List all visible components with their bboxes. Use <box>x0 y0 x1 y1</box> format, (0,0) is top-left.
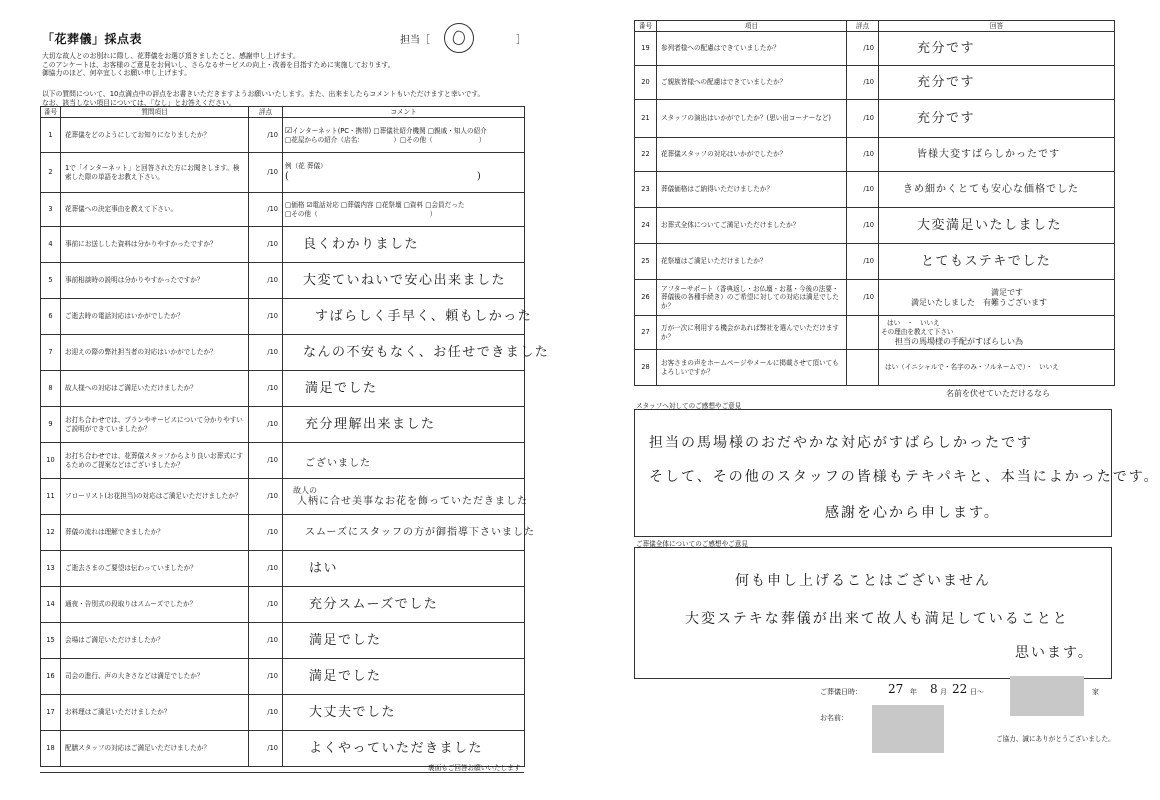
table-row: 9 お打ち合わせでは、プランやサービスについて分かりやすいご説明ができていましたか？ /10 充分理解出来ました <box>41 407 525 443</box>
month-suffix: 月 <box>940 688 947 696</box>
header-answer: 回答 <box>879 21 1115 32</box>
table-row: 1 花葬儀をどのようにしてお知りになりましたか？ /10 ☑インターネット(PC・携帯) □葬儀社紹介機関 □親戚・知人の紹介 □花屋からの紹介（店名： ）□その他（ ） <box>41 118 525 153</box>
answer-cell[interactable]: はい ・ いいえ その理由を教えて下さい 担当の馬場様の手配がすばらしい為 <box>879 316 1115 350</box>
form-title: 「花葬儀」採点表 <box>42 32 143 46</box>
comment-cell[interactable]: よくやっていただきました <box>283 731 525 767</box>
table-row: 3 花葬儀への決定事由を教えて下さい。 /10 □価格 ☑電話対応 □葬儀内容 □花祭壇 □資料 □会員だった □その他（ ） <box>41 193 525 227</box>
table-row: 23 葬儀価格はご納得いただけましたか？ /10 きめ細かくとても安心な価格でした <box>635 172 1115 208</box>
answer-cell[interactable]: 満足です 満足いたしました 有難うございます <box>879 280 1115 316</box>
header-comment: コメント <box>283 107 525 118</box>
table-row: 22 花葬儀スタッフの対応はいかがでしたか？ /10 皆様大変すばらしかったです <box>635 138 1115 172</box>
header-score: 評点 <box>249 107 283 118</box>
staff-stamp-icon <box>444 23 474 53</box>
answer-cell[interactable]: とてもステキでした <box>879 244 1115 280</box>
thanks-message: ご協力、誠にありがとうございました。 <box>996 735 1115 743</box>
comment-cell[interactable]: ☑インターネット(PC・携帯) □葬儀社紹介機関 □親戚・知人の紹介 □花屋からの紹介（店名： ）□その他（ ） <box>283 118 525 153</box>
comment-cell[interactable]: 大丈夫でした <box>283 695 525 731</box>
overall-feedback-label: ご葬儀全体についてのご感想やご意見 <box>636 540 748 548</box>
table-row: 20 ご親族皆様への配慮はできていましたか？ /10 充分です <box>635 66 1115 100</box>
comment-cell[interactable]: なんの不安もなく、お任せできました <box>283 335 525 371</box>
header-num: 番号 <box>635 21 657 32</box>
right-page <box>634 20 1160 755</box>
survey-table-left <box>40 106 550 767</box>
answer-cell[interactable]: 大変満足いたしました <box>879 208 1115 244</box>
answer-cell[interactable] <box>879 350 1115 386</box>
table-row: 12 葬儀の流れは理解できましたか？ /10 スムーズにスタッフの方が御指導下さいました <box>41 515 525 551</box>
date-month: 8 <box>930 682 938 696</box>
comment-cell[interactable]: 満足でした <box>283 623 525 659</box>
comment-cell[interactable]: すばらしく手早く、頼もしかった <box>283 299 525 335</box>
table-row: 18 配膳スタッフの対応はご満足いただけましたか？ /10 よくやっていただきました <box>41 731 525 767</box>
date-year: 27 <box>888 682 904 696</box>
table-row: 21 スタッフの演出はいかがでしたか？(思い出コーナーなど) /10 充分です <box>635 100 1115 138</box>
table-row: 25 花祭壇はご満足いただけましたか？ /10 とてもステキでした <box>635 244 1115 280</box>
table-row: 14 通夜・告別式の段取りはスムーズでしたか？ /10 充分スムーズでした <box>41 587 525 623</box>
comment-cell[interactable]: スムーズにスタッフの方が御指導下さいました <box>283 515 525 551</box>
table-row: 28 お客さまの声をホームページやメールに掲載させて頂いてもよろしいですか？ はい（イニシャルで・名字のみ・フルネームで）・ いいえ <box>635 350 1115 386</box>
redacted-family-name <box>1010 676 1084 716</box>
footer-note: 裏面もご回答お願いいたします <box>428 764 521 772</box>
yes-no-options[interactable]: はい ・ いいえ <box>887 318 940 327</box>
comment-cell[interactable]: 充分スムーズでした <box>283 587 525 623</box>
table-row: 15 会場はご満足いただけましたか？ /10 満足でした <box>41 623 525 659</box>
table-row: 13 ご逝去さまのご要望は伝わっていましたか？ /10 はい <box>41 551 525 587</box>
table-row: 16 司会の進行、声の大きさなどは満足でしたか？ /10 満足でした <box>41 659 525 695</box>
table-row: 6 ご逝去時の電話対応はいかがでしたか？ /10 すばらしく手早く、頼もしかった <box>41 299 525 335</box>
answer-cell[interactable]: 充分です <box>879 100 1115 138</box>
table-row: 17 お料理はご満足いただけましたか？ /10 大丈夫でした <box>41 695 525 731</box>
bottom-rule <box>40 772 524 773</box>
redacted-name <box>872 705 944 753</box>
left-page <box>40 20 550 780</box>
day-suffix: 日〜 <box>970 688 984 696</box>
header-num: 番号 <box>41 107 61 118</box>
answer-cell[interactable]: 充分です <box>879 32 1115 66</box>
date-day: 22 <box>952 682 968 696</box>
publish-condition-note: 名前を伏せていただけるなら <box>946 389 1050 398</box>
table-row: 5 事前相談時の説明は分かりやすかったですか？ /10 大変ていねいで安心出来ました <box>41 263 525 299</box>
table-row: 10 お打ち合わせでは、花葬儀スタッフからより良いお葬式にするためのご提案などはございましたか？ /10 ございました <box>41 443 525 479</box>
instruction-text: 以下の質問について、10点満点中の評点をお書きいただきますようお願いいたします。また、出来ましたらコメントもいただけますと幸いです。 なお、該当しない項目については、「なし」とお答えください。 <box>42 90 485 107</box>
comment-cell[interactable]: 大変ていねいで安心出来ました <box>283 263 525 299</box>
answer-cell[interactable]: 皆様大変すばらしかったです <box>879 138 1115 172</box>
table-row: 26 アフターサポート（香典返し・お仏壇・お墓・今後の法要・葬儀後の各種手続き）のご希望に対しての対応は満足でしたか？ /10 満足です 満足いたしました 有難うございます <box>635 280 1115 316</box>
table-row: 7 お迎えの際の弊社担当者の対応はいかがでしたか？ /10 なんの不安もなく、お任せできました <box>41 335 525 371</box>
survey-table-right <box>634 20 1115 386</box>
comment-cell[interactable]: 充分理解出来ました <box>283 407 525 443</box>
comment-cell[interactable]: 満足でした <box>283 371 525 407</box>
staff-feedback-box[interactable]: 担当の馬場様のおだやかな対応がすばらしかったです そして、その他のスタッフの皆様もテキパキと、本当によかったです。 感謝を心から申します。 <box>634 409 1112 537</box>
table-row: 4 事前にお送しした資料は分かりやすかったですか？ /10 良くわかりました <box>41 227 525 263</box>
table-row: 8 故人様への対応はご満足いただけましたか？ /10 満足でした <box>41 371 525 407</box>
answer-cell[interactable]: 充分です <box>879 66 1115 100</box>
overall-feedback-box[interactable]: 何も申し上げることはございません 大変ステキな葬儀が出来て故人も満足していることと 思います。 <box>634 547 1112 679</box>
staff-feedback-label: スタッフへ対してのご感想やご意見 <box>636 402 742 410</box>
comment-cell[interactable]: 例（花 葬儀） ( ) <box>283 153 525 193</box>
header-question: 項目 <box>657 21 847 32</box>
comment-cell[interactable]: 良くわかりました <box>283 227 525 263</box>
publish-options[interactable]: はい（イニシャルで・名字のみ・フルネームで）・ いいえ <box>885 363 1059 371</box>
comment-cell[interactable]: 故人の 人柄に合せ美事なお花を飾っていただきました <box>283 479 525 515</box>
year-suffix: 年 <box>910 688 917 696</box>
table-row: 19 参列者様への配慮はできていましたか？ /10 充分です <box>635 32 1115 66</box>
date-label: ご葬儀日時： <box>820 688 862 696</box>
comment-cell[interactable]: □価格 ☑電話対応 □葬儀内容 □花祭壇 □資料 □会員だった □その他（ ） <box>283 193 525 227</box>
table-row: 27 万が一次に利用する機会があれば弊社を選んでいただけますか？ はい ・ いいえ その理由を教えて下さい 担当の馬場様の手配がすばらしい為 <box>635 316 1115 350</box>
intro-text: 大切な故人とのお別れに際し、花葬儀をお選び頂きましたこと、感謝申し上げます。 このアンケートは、お客様のご意見をお伺いし、さらなるサービスの向上・改善を目指すために実施しております。 御協力のほど、何卒宜しくお願い申し上げます。 <box>42 52 395 78</box>
header-question: 質問項目 <box>61 107 249 118</box>
comment-cell[interactable]: 満足でした <box>283 659 525 695</box>
checked-box-icon: ☑ <box>285 125 293 135</box>
header-score: 評点 <box>847 21 879 32</box>
table-row: 11 フローリスト(お花担当)の対応はご満足いただけましたか？ /10 故人の 人柄に合せ美事なお花を飾っていただきました <box>41 479 525 515</box>
tantou-close: ］ <box>516 35 526 46</box>
comment-cell[interactable]: ございました <box>283 443 525 479</box>
table-row: 24 お葬式全体についてご満足いただけましたか？ /10 大変満足いたしました <box>635 208 1115 244</box>
tantou-label: 担当［ <box>400 35 430 46</box>
comment-cell[interactable]: はい <box>283 551 525 587</box>
table-row: 2 1で「インターネット」と回答された方にお聞きします。検索した際の単語をお教え下さい。 /10 例（花 葬儀） ( ) <box>41 153 525 193</box>
family-label: 家 <box>1092 688 1099 696</box>
name-label: お名前： <box>820 714 848 722</box>
answer-cell[interactable]: きめ細かくとても安心な価格でした <box>879 172 1115 208</box>
